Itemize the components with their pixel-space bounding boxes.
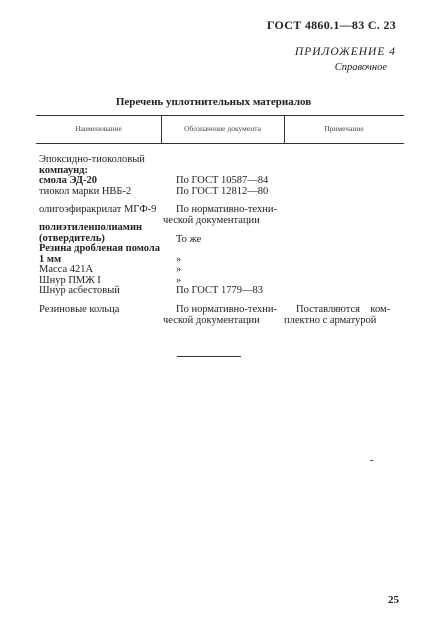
appendix-label: ПРИЛОЖЕНИЕ 4	[294, 46, 396, 58]
document-cell: ческой документации	[163, 215, 260, 226]
document-cell: По нормативно-техни-	[176, 304, 278, 315]
scan-speck	[370, 460, 373, 461]
name-cell: Масса 421А	[39, 264, 94, 275]
table-end-rule	[177, 356, 241, 357]
name-cell: 1 мм	[39, 254, 62, 265]
document-cell: »	[176, 264, 182, 275]
name-cell: компаунд:	[39, 165, 88, 176]
name-cell: олигоэфиракрилат МГФ-9	[39, 204, 157, 215]
name-cell: Шнур ПМЖ I	[39, 275, 101, 286]
document-cell: То же	[176, 234, 202, 245]
name-cell: смола ЭД-20	[39, 175, 98, 186]
standard-header: ГОСТ 4860.1—83 С. 23	[266, 18, 396, 32]
document-cell: По ГОСТ 10587—84	[176, 175, 269, 186]
name-cell: тиокол марки НВБ-2	[39, 186, 132, 197]
name-cell: Эпоксидно-тиоколовый	[39, 154, 145, 165]
name-cell: Резина дробленая помола	[39, 243, 161, 254]
name-cell: полиэтиленполиамин	[39, 222, 143, 233]
note-cell: плектно с арматурой	[284, 315, 377, 326]
document-cell: »	[176, 254, 182, 265]
appendix-type: Справочное	[334, 62, 387, 73]
page-number: 25	[388, 594, 399, 606]
table-title: Перечень уплотнительных материалов	[115, 96, 312, 108]
document-cell: По ГОСТ 12812—80	[176, 186, 269, 197]
column-header-note: Примечание	[324, 124, 364, 133]
table-top-border	[36, 115, 404, 116]
name-cell: (отвердитель)	[39, 233, 105, 244]
name-cell: Шнур асбестовый	[39, 285, 120, 296]
document-cell: По ГОСТ 1779—83	[176, 285, 264, 296]
table-header-border	[36, 143, 404, 144]
document-cell: ческой документации	[163, 315, 260, 326]
note-cell: Поставляются ком-	[296, 304, 391, 315]
document-cell: »	[176, 275, 182, 286]
column-header-name: Наименование	[75, 124, 122, 133]
column-header-document: Обозначение документа	[184, 124, 261, 133]
name-cell: Резиновые кольца	[39, 304, 120, 315]
document-cell: По нормативно-техни-	[176, 204, 278, 215]
